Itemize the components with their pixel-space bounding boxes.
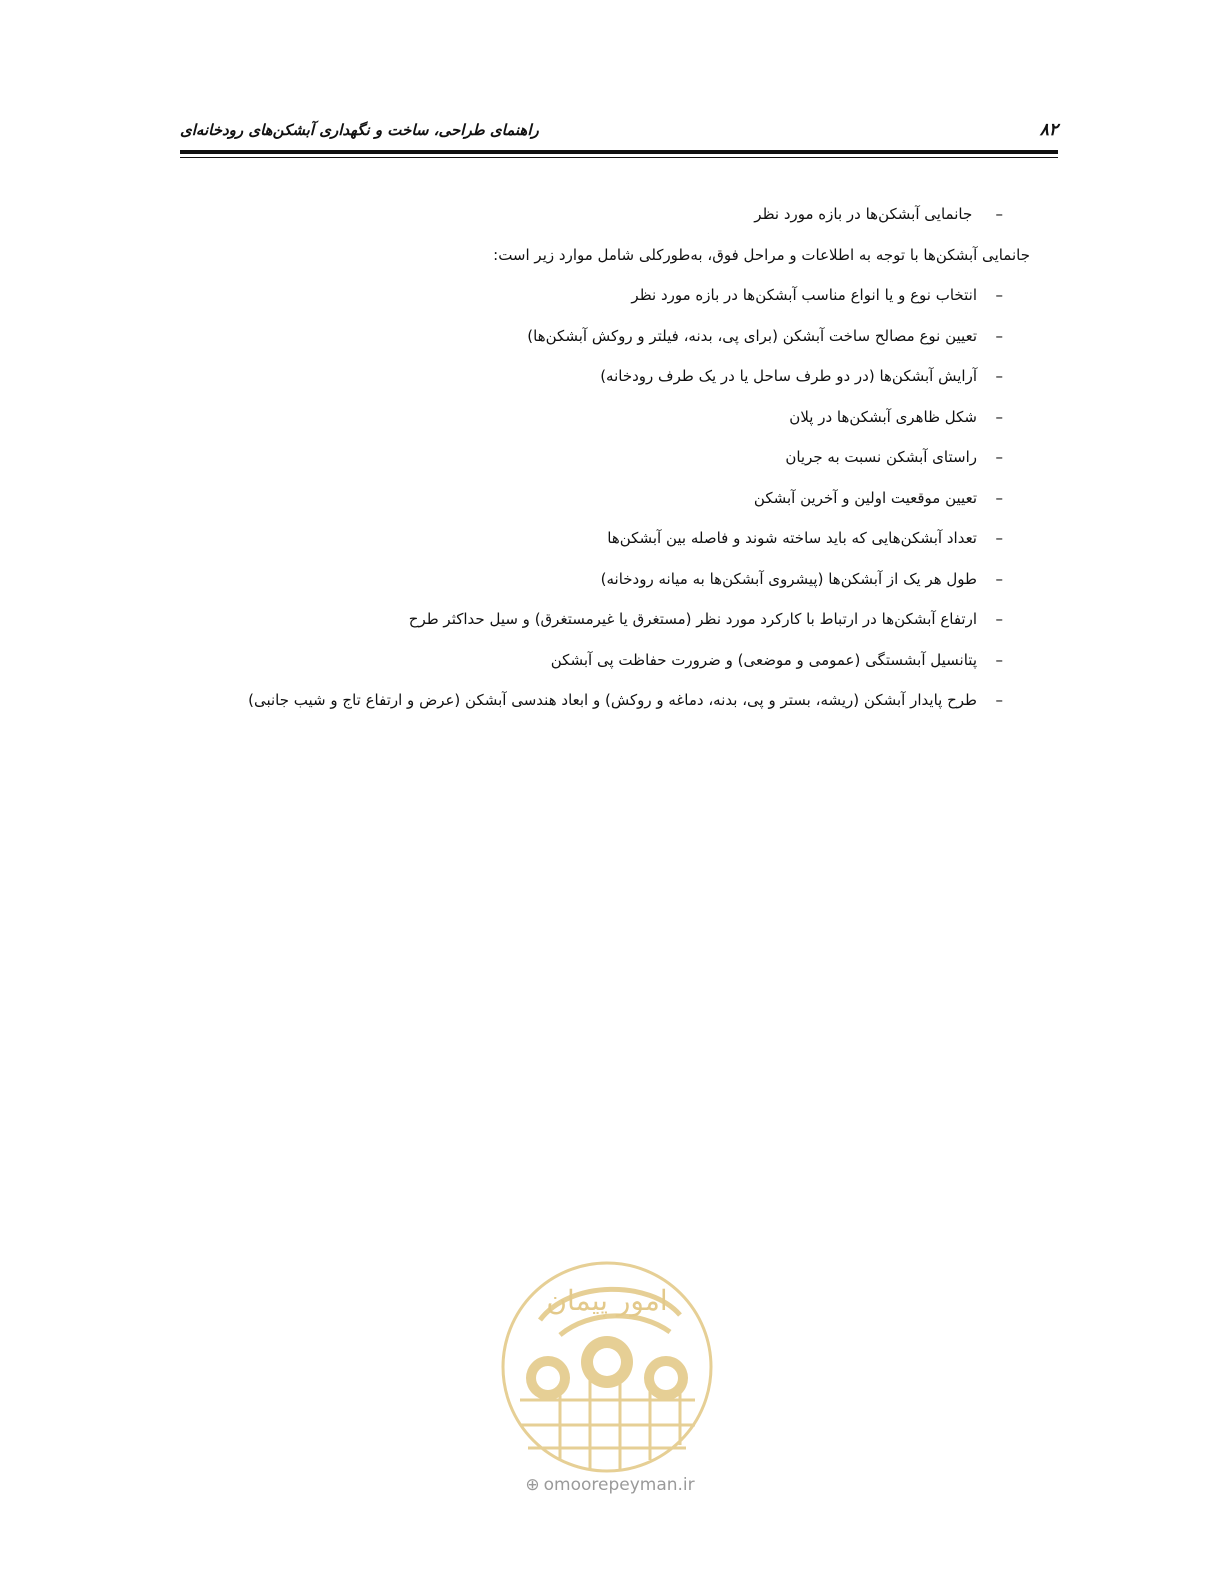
- dash-bullet: –: [995, 326, 1003, 345]
- dash-bullet: –: [995, 488, 1003, 507]
- dash-bullet: –: [995, 569, 1003, 588]
- list-item: [180, 198, 1030, 239]
- dash-bullet: –: [995, 205, 1003, 223]
- dash-bullet: –: [995, 610, 1003, 628]
- dash-bullet: –: [995, 286, 1003, 304]
- watermark-url: [440, 1475, 780, 1495]
- logo-text: امور پیمان: [546, 1284, 668, 1317]
- dash-bullet: –: [995, 448, 1003, 466]
- list-item-text: طول هر یک از آبشکن‌ها (پیشروی آبشکن‌ها به میانه رودخانه): [600, 569, 977, 588]
- list-item-text: پتانسیل آبشستگی (عمومی و موضعی) و ضرورت حفاظت پی آبشکن: [550, 650, 977, 669]
- body-text: [180, 198, 1030, 725]
- list-item: [180, 563, 1030, 604]
- watermark-url-text: omoorepeyman.ir: [543, 1475, 695, 1495]
- list-item-text: آرایش آبشکن‌ها (در دو طرف ساحل یا در یک طرف رودخانه): [600, 367, 977, 385]
- dash-bullet: –: [995, 367, 1003, 385]
- dash-bullet: –: [995, 650, 1003, 669]
- list-item-text: راستای آبشکن نسبت به جریان: [785, 448, 977, 466]
- list-item-text: شکل ظاهری آبشکن‌ها در پلان: [789, 407, 977, 426]
- globe-icon: ⊕: [525, 1475, 540, 1495]
- list-item: [180, 279, 1030, 320]
- list-item: [180, 360, 1030, 401]
- list-item: [180, 603, 1030, 644]
- list-item: [180, 320, 1030, 361]
- page-header: [180, 118, 1058, 148]
- header-rule-thick: [180, 150, 1058, 154]
- watermark-logo: [500, 1260, 714, 1474]
- list-item-text: جانمایی آبشکن‌ها در بازه مورد نظر: [754, 205, 973, 223]
- list-item: [180, 441, 1030, 482]
- list-item-text: انتخاب نوع و یا انواع مناسب آبشکن‌ها در بازه مورد نظر: [631, 286, 977, 304]
- list-item: [180, 482, 1030, 523]
- header-rule-thin: [180, 157, 1058, 158]
- running-title: راهنمای طراحی، ساخت و نگهداری آبشکن‌های رودخانه‌ای: [180, 121, 539, 139]
- page-number: ۸۲: [1039, 120, 1058, 140]
- dash-bullet: –: [995, 529, 1003, 547]
- list-item-text: تعیین موقعیت اولین و آخرین آبشکن: [753, 488, 977, 507]
- intro-paragraph: جانمایی آبشکن‌ها با توجه به اطلاعات و مراحل فوق، به‌طورکلی شامل موارد زیر است:: [493, 245, 1030, 264]
- list-item: [180, 522, 1030, 563]
- list-item-text: تعیین نوع مصالح ساخت آبشکن (برای پی، بدنه، فیلتر و روکش آبشکن‌ها): [527, 326, 977, 345]
- list-item: [180, 644, 1030, 685]
- list-item: [180, 684, 1030, 725]
- list-item: [180, 401, 1030, 442]
- list-item-text: تعداد آبشکن‌هایی که باید ساخته شوند و فاصله بین آبشکن‌ها: [607, 529, 977, 547]
- dash-bullet: –: [995, 691, 1003, 709]
- list-item-text: ارتفاع آبشکن‌ها در ارتباط با کارکرد مورد نظر (مستغرق یا غیرمستغرق) و سیل حداکثر طرح: [408, 610, 977, 628]
- list-item-text: طرح پایدار آبشکن (ریشه، بستر و پی، بدنه، دماغه و روکش) و ابعاد هندسی آبشکن (عرض و ارتفاع تاج و شیب جانبی): [248, 691, 977, 709]
- placement-list: [180, 279, 1030, 725]
- dash-bullet: –: [995, 407, 1003, 426]
